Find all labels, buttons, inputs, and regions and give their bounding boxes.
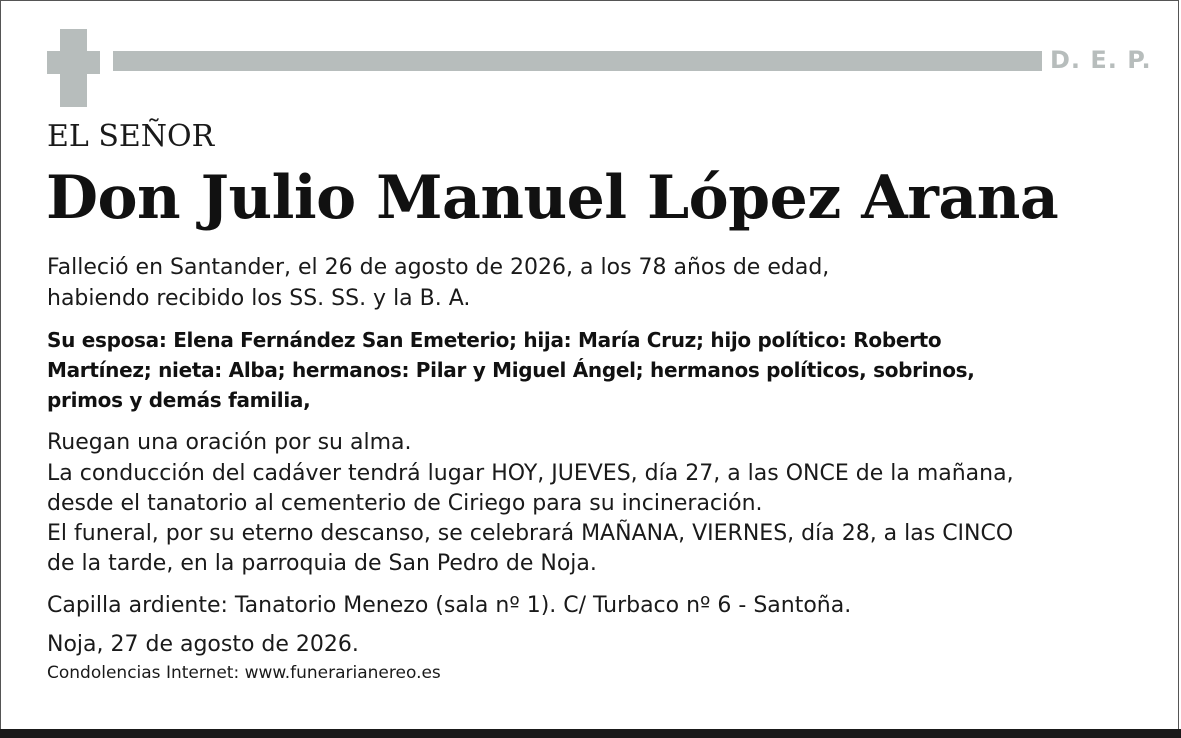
family-line: Su esposa: Elena Fernández San Emeterio; hija: María Cruz; hijo político: Roberto: [47, 328, 942, 352]
death-line: habiendo recibido los SS. SS. y la B. A.: [47, 286, 471, 311]
chapel-line: Capilla ardiente: Tanatorio Menezo (sala nº 1). C/ Turbaco nº 6 - Santoña.: [47, 593, 852, 618]
deceased-name: Don Julio Manuel López Arana: [46, 163, 1059, 233]
title-prefix: EL SEÑOR: [47, 119, 215, 154]
family-line: Martínez; nieta: Alba; hermanos: Pilar y Miguel Ángel; hermanos políticos, sobrinos,: [47, 358, 975, 382]
condolences-line: Condolencias Internet: www.funerarianereo.es: [47, 663, 441, 683]
ceremony-line: de la tarde, en la parroquia de San Pedro de Noja.: [47, 551, 597, 576]
ceremony-line: El funeral, por su eterno descanso, se celebrará MAÑANA, VIERNES, día 28, a las CINCO: [47, 521, 1014, 546]
ceremony-line: desde el tanatorio al cementerio de Ciriego para su incineración.: [47, 491, 763, 516]
death-line: Falleció en Santander, el 26 de agosto de 2026, a los 78 años de edad,: [47, 255, 830, 280]
dep-label: D. E. P.: [1050, 46, 1152, 74]
ceremony-line: La conducción del cadáver tendrá lugar HOY, JUEVES, día 27, a las ONCE de la mañana,: [47, 461, 1014, 486]
cross-icon-arm: [47, 51, 100, 74]
ceremony-line: Ruegan una oración por su alma.: [47, 430, 412, 455]
bottom-bar: [0, 729, 1181, 738]
header-rule: [113, 51, 1042, 71]
family-line: primos y demás familia,: [47, 388, 311, 412]
place-date: Noja, 27 de agosto de 2026.: [47, 632, 359, 657]
